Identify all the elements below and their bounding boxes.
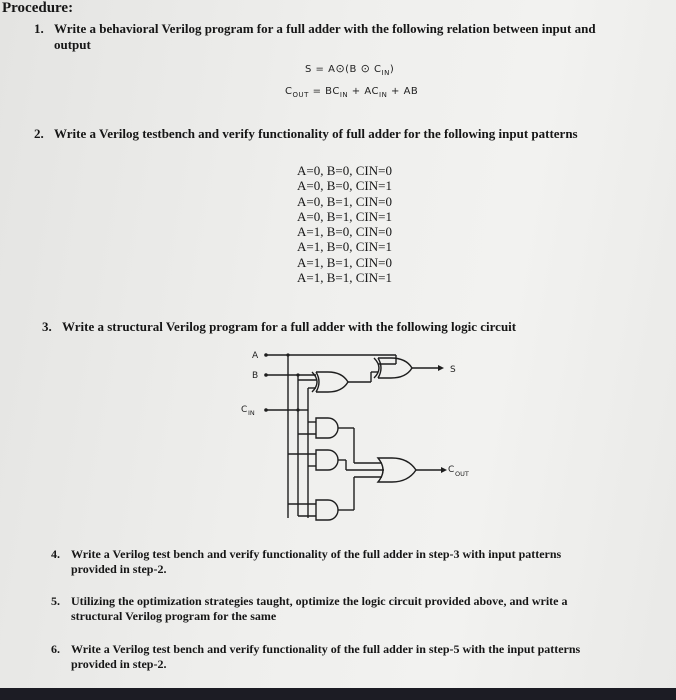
input-cin-label: C — [241, 405, 248, 415]
full-adder-circuit — [236, 340, 496, 535]
pattern-row: A=1, B=0, CIN=0 — [297, 224, 392, 240]
output-cout-subscript: OUT — [455, 470, 469, 478]
output-cout-label: C — [448, 465, 455, 475]
pattern-row: A=1, B=1, CIN=0 — [297, 254, 392, 270]
step-number: 5. — [51, 594, 60, 608]
step-text-line: structural Verilog program for the same — [71, 609, 277, 623]
input-b-label: B — [252, 371, 259, 381]
step-number: 4. — [51, 547, 60, 561]
step-text-line: Write a Verilog test bench and verify functionality of the full adder in step-3 with input patterns — [71, 547, 562, 561]
input-a-label: A — [252, 351, 259, 361]
step-number: 6. — [51, 642, 60, 656]
input-patterns-list — [297, 163, 392, 285]
pattern-row: A=0, B=0, CIN=0 — [297, 163, 392, 178]
cout-equation: $C_{OUT} = BC_{IN} + AC_{IN}$ + AB — [285, 86, 419, 99]
input-cin-subscript: IN — [248, 409, 255, 417]
step-number: 1. — [34, 21, 44, 36]
sum-equation: S = A⊙(B ⊙ $C_{IN}$) — [305, 62, 395, 77]
step-text-line: Utilizing the optimization strategies taught, optimize the logic circuit provided above, and write a — [71, 594, 568, 608]
output-s-label: S — [450, 365, 456, 375]
pattern-row: A=0, B=1, CIN=0 — [297, 193, 392, 209]
step-number: 3. — [42, 319, 52, 334]
procedure-heading: Procedure: — [2, 0, 74, 16]
step-text-line: Write a Verilog test bench and verify functionality of the full adder in step-5 with the input patterns — [71, 642, 581, 656]
step-text-line: provided in step-2. — [71, 657, 167, 671]
step-number: 2. — [34, 126, 44, 141]
step-text-line: provided in step-2. — [71, 562, 167, 576]
pattern-row: A=1, B=0, CIN=1 — [297, 239, 392, 255]
pattern-row: A=0, B=0, CIN=1 — [297, 178, 392, 194]
step-text-line: Write a Verilog testbench and verify functionality of full adder for the following input patterns — [54, 126, 578, 141]
step-text-line: Write a behavioral Verilog program for a full adder with the following relation between input and — [54, 21, 596, 36]
pattern-row: A=0, B=1, CIN=1 — [297, 208, 392, 224]
pattern-row: A=1, B=1, CIN=1 — [297, 270, 392, 286]
step-text-line: Write a structural Verilog program for a full adder with the following logic circuit — [62, 319, 517, 334]
bottom-edge — [0, 688, 676, 700]
step-text-line: output — [54, 37, 91, 52]
